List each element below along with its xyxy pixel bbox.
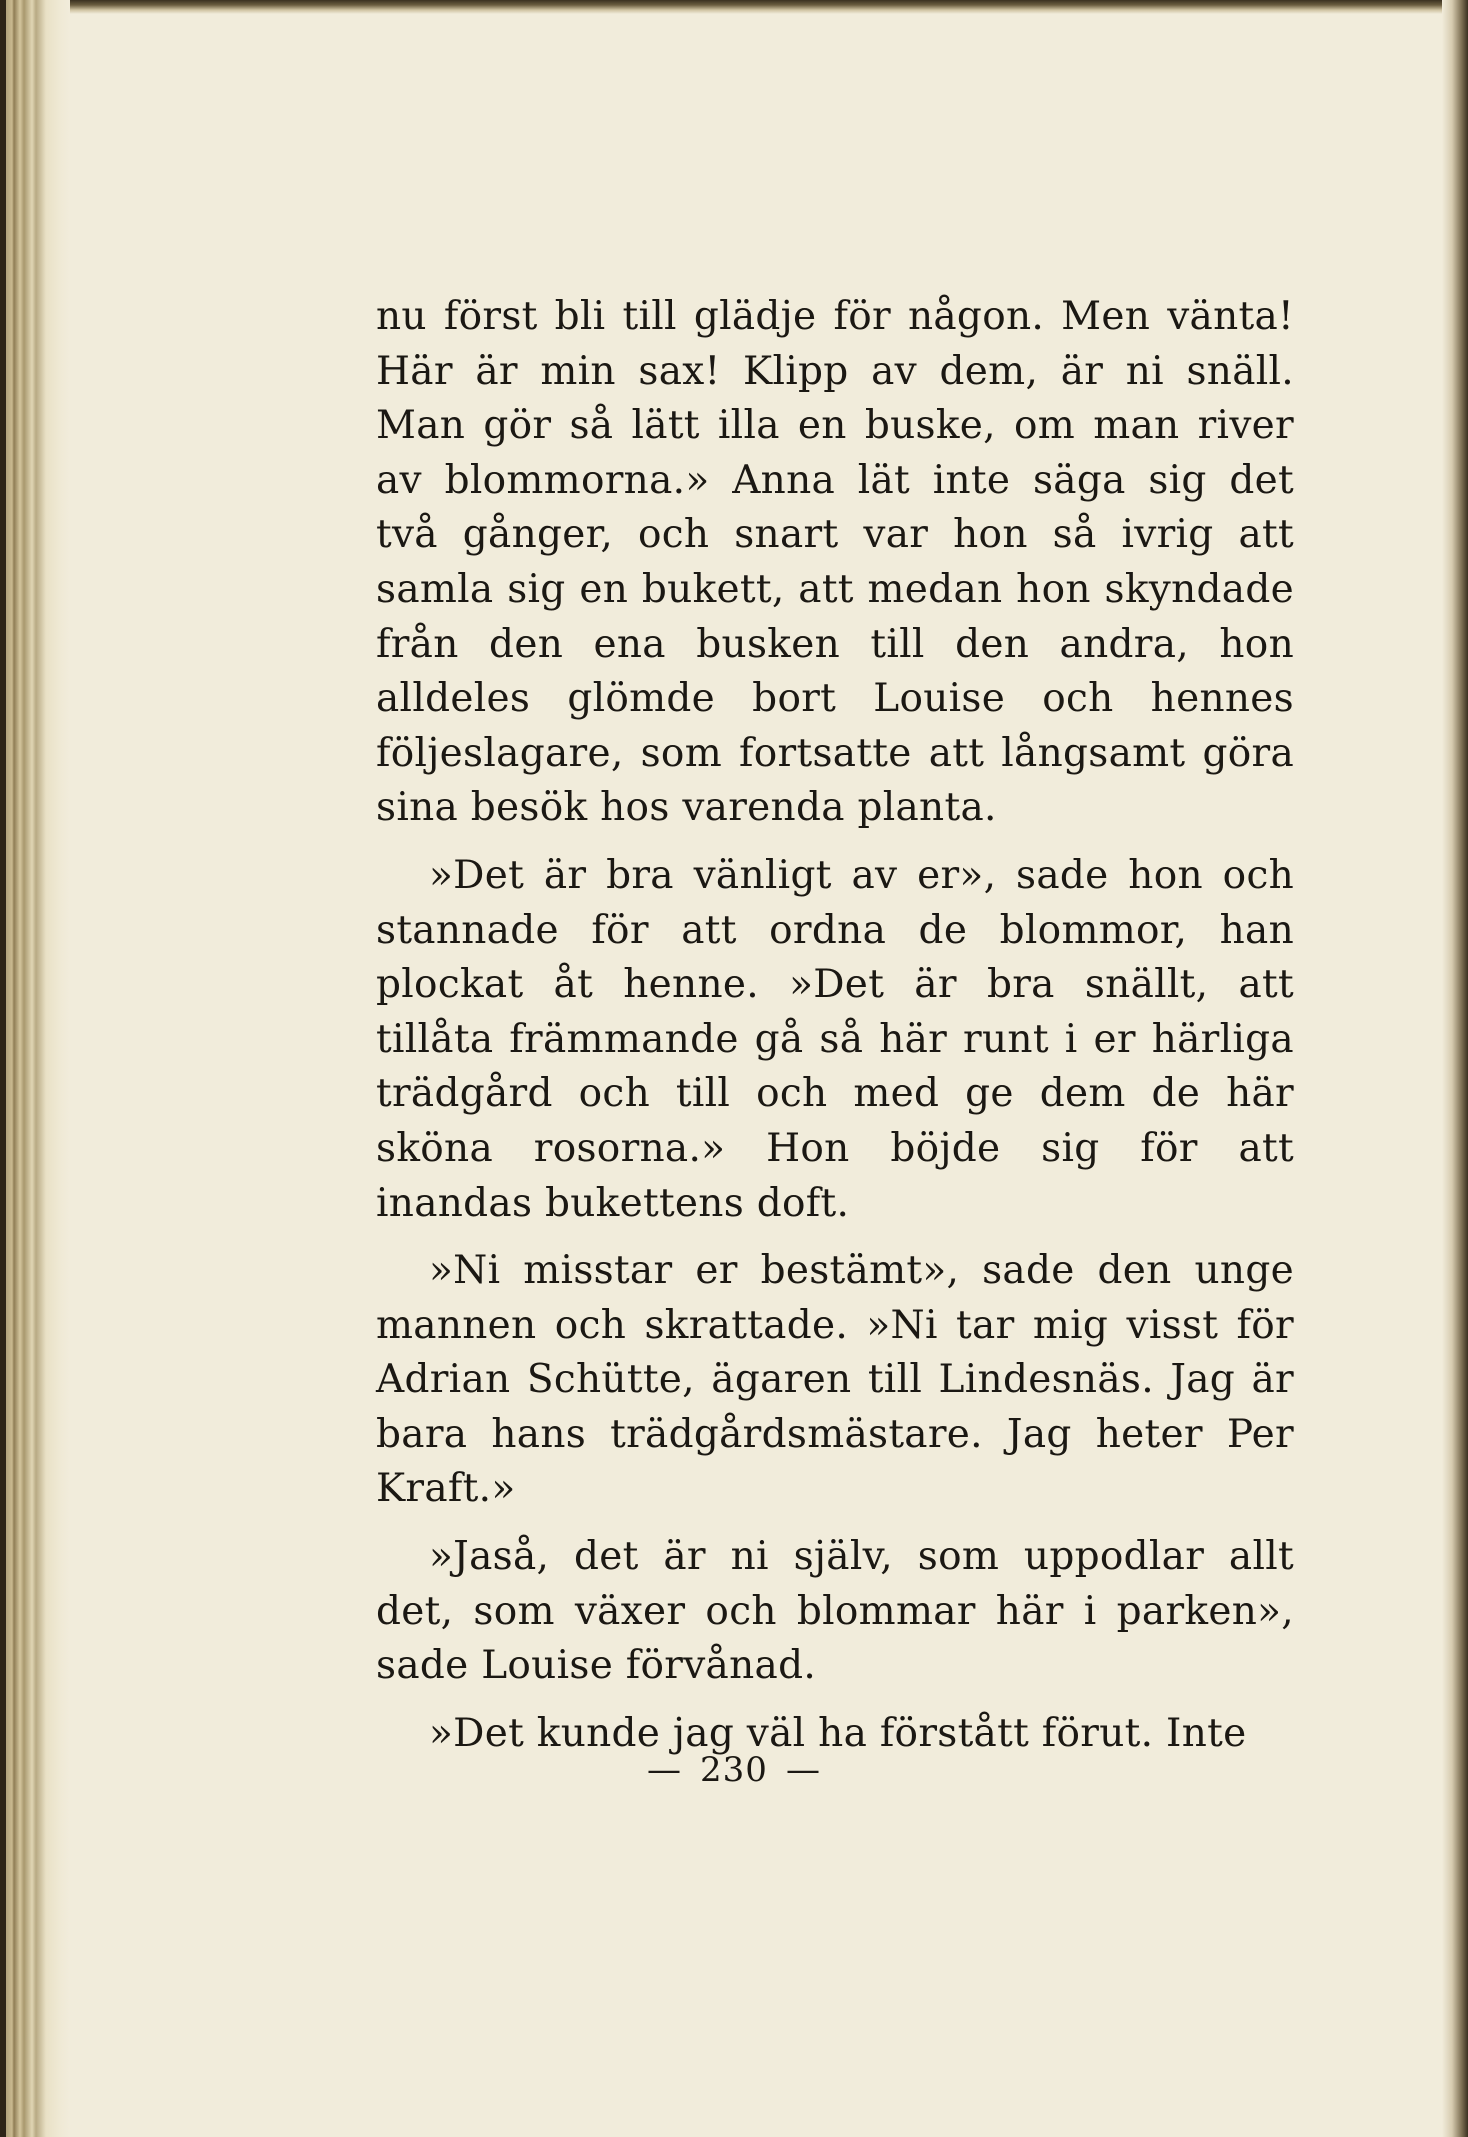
page-footer xyxy=(0,1750,1468,1790)
book-spine-edge xyxy=(0,0,70,2137)
paragraph-4: »Jaså, det är ni själv, som uppodlar allt det, som växer och blommar här i parken», sade Louise förvånad. xyxy=(376,1534,1294,1689)
body-text xyxy=(376,290,1294,1774)
paragraph-5: »Det kunde jag väl ha förstått förut. Inte xyxy=(429,1710,1247,1756)
page-right-edge xyxy=(1442,0,1468,2137)
dash-left: — xyxy=(647,1750,683,1790)
dash-right: — xyxy=(785,1750,821,1790)
page-top-edge xyxy=(0,0,1468,14)
paragraph-1: nu först bli till glädje för någon. Men vänta! Här är min sax! Klipp av dem, är ni snäll. Man gör så lätt illa en buske, om man river av blommorna.» Anna lät inte säga sig det två gånger, och snart var hon så ivrig att samla sig en bukett, att medan hon skyndade från den ena busken till den andra, hon alldeles glömde bort Louise och hennes följeslagare, som fortsatte att långsamt göra sina besök hos varenda planta. xyxy=(376,294,1294,831)
paragraph-2: »Det är bra vänligt av er», sade hon och stannade för att ordna de blommor, han plockat åt henne. »Det är bra snällt, att tillåta främmande gå så här runt i er härliga trädgård och till och med ge dem de här sköna rosorna.» Hon böjde sig för att inandas bukettens doft. xyxy=(376,852,1294,1226)
paragraph-3: »Ni misstar er bestämt», sade den unge mannen och skrattade. »Ni tar mig visst för Adrian Schütte, ägaren till Lindesnäs. Jag är bara hans trädgårdsmästare. Jag heter Per Kraft.» xyxy=(376,1248,1294,1512)
page-number: 230 xyxy=(700,1750,768,1790)
